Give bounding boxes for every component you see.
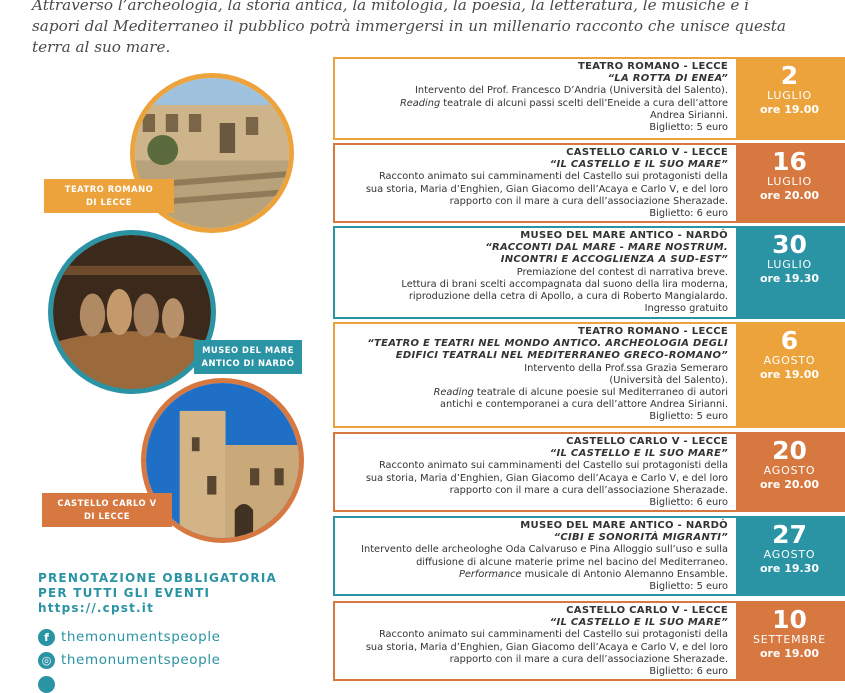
event-price: Biglietto: 6 euro bbox=[649, 666, 728, 678]
event-time: ore 19.00 bbox=[759, 103, 820, 116]
event-desc-line: rapporto con il mare a cura dell’associazione Sherazade. bbox=[449, 653, 728, 665]
event-date bbox=[736, 145, 843, 221]
event-date bbox=[736, 228, 843, 317]
event-desc-line: riproduzione della cetra di Apollo, a cura di Roberto Mangialardo. bbox=[408, 291, 728, 303]
event-date bbox=[736, 518, 843, 594]
instagram-handle: themonumentspeople bbox=[61, 652, 221, 668]
event-date bbox=[736, 603, 843, 679]
place-tag bbox=[44, 179, 174, 213]
event-venue: CASTELLO CARLO V - LECCE bbox=[566, 605, 728, 616]
intro-paragraph bbox=[32, 0, 812, 58]
event-day: 27 bbox=[772, 520, 807, 549]
event-desc-line: Intervento delle archeologhe Oda Calvaruso e Pina Alloggio sull’uso e sulla bbox=[361, 544, 728, 556]
event-day: 2 bbox=[780, 61, 799, 90]
event-day: 10 bbox=[772, 605, 807, 634]
event-venue: CASTELLO CARLO V - LECCE bbox=[566, 147, 728, 158]
event-card bbox=[333, 601, 845, 681]
event-price: Biglietto: 6 euro bbox=[649, 208, 728, 220]
event-day: 6 bbox=[780, 326, 799, 355]
event-desc-line: sua storia, Maria d’Enghien, Gian Giacomo dell’Acaya e Carlo V, e del loro bbox=[365, 641, 728, 653]
event-desc-line: sua storia, Maria d’Enghien, Gian Giacomo dell’Acaya e Carlo V, e del loro bbox=[365, 472, 728, 484]
event-title: INCONTRI E ACCOGLIENZA A SUD-EST” bbox=[500, 254, 728, 266]
event-desc-line: Reading teatrale di alcuni passi scelti dell’Eneide a cura dell’attore bbox=[399, 97, 728, 109]
event-text bbox=[335, 518, 734, 593]
event-venue: MUSEO DEL MARE ANTICO - NARDÒ bbox=[520, 230, 728, 241]
event-card bbox=[333, 143, 845, 223]
place-tag bbox=[42, 493, 172, 527]
event-desc-line: Premiazione del contest di narrativa breve. bbox=[516, 266, 728, 278]
event-time: ore 19.30 bbox=[759, 272, 820, 285]
event-month: AGOSTO bbox=[763, 464, 816, 477]
event-price: Ingresso gratuito bbox=[644, 303, 728, 315]
event-text bbox=[335, 59, 734, 134]
event-time: ore 19.30 bbox=[759, 562, 820, 575]
event-title: “TEATRO E TEATRI NEL MONDO ANTICO. ARCHEOLOGIA DEGLI bbox=[367, 338, 728, 350]
event-date bbox=[736, 434, 843, 510]
event-time: ore 19.00 bbox=[759, 647, 820, 660]
event-month: AGOSTO bbox=[763, 548, 816, 561]
event-desc-line: Racconto animato sui camminamenti del Castello sui protagonisti della bbox=[378, 629, 728, 641]
event-date bbox=[736, 59, 843, 138]
event-month: LUGLIO bbox=[767, 175, 812, 188]
event-month: LUGLIO bbox=[767, 89, 812, 102]
event-card bbox=[333, 516, 845, 596]
event-desc-line: rapporto con il mare a cura dell’associazione Sherazade. bbox=[449, 484, 728, 496]
place-tag-line: DI LECCE bbox=[83, 511, 131, 521]
event-price: Biglietto: 5 euro bbox=[649, 411, 728, 423]
event-text bbox=[335, 324, 734, 424]
museo-mare-photo bbox=[48, 230, 216, 394]
facebook-handle: themonumentspeople bbox=[61, 629, 221, 645]
place-tag-line: MUSEO DEL MARE bbox=[202, 345, 294, 355]
event-desc-line: Reading teatrale di alcune poesie sul Mediterraneo di autori bbox=[433, 387, 728, 399]
event-desc-line: Intervento della Prof.ssa Grazia Semeraro bbox=[524, 362, 728, 374]
event-day: 30 bbox=[772, 230, 807, 259]
intro-line: sapori dal Mediterraneo il pubblico potrà immergersi in un millenario racconto che unisce questa bbox=[32, 17, 786, 35]
event-date bbox=[736, 324, 843, 426]
place-tag-line: CASTELLO CARLO V bbox=[57, 498, 157, 508]
place-tag-line: DI LECCE bbox=[85, 197, 133, 207]
instagram-link[interactable] bbox=[38, 650, 221, 670]
intro-line: Attraverso l’archeologia, la storia antica, la mitologia, la poesia, la letteratura, le musiche e i bbox=[32, 0, 750, 14]
event-title: “IL CASTELLO E IL SUO MARE” bbox=[549, 617, 728, 629]
event-price: Biglietto: 5 euro bbox=[649, 122, 728, 134]
event-desc-line: Andrea Sirianni. bbox=[649, 109, 728, 121]
event-day: 20 bbox=[772, 436, 807, 465]
event-desc-line: Racconto animato sui camminamenti del Castello sui protagonisti della bbox=[378, 460, 728, 472]
event-text bbox=[335, 145, 734, 220]
event-venue: TEATRO ROMANO - LECCE bbox=[577, 326, 728, 337]
event-desc-line: diffusione di alcune materie prime nel bacino del Mediterraneo. bbox=[416, 556, 728, 568]
event-title: “IL CASTELLO E IL SUO MARE” bbox=[549, 159, 728, 171]
event-desc-line: rapporto con il mare a cura dell’associazione Sherazade. bbox=[449, 195, 728, 207]
event-title: “IL CASTELLO E IL SUO MARE” bbox=[549, 448, 728, 460]
booking-line: PRENOTAZIONE OBBLIGATORIA bbox=[38, 571, 277, 585]
event-desc-line: Lettura di brani scelti accompagnata dal suono della lira moderna, bbox=[401, 278, 728, 290]
event-month: LUGLIO bbox=[767, 258, 812, 271]
booking-info bbox=[38, 571, 277, 616]
event-card bbox=[333, 432, 845, 512]
event-venue: MUSEO DEL MARE ANTICO - NARDÒ bbox=[520, 520, 728, 531]
booking-line: PER TUTTI GLI EVENTI bbox=[38, 586, 211, 600]
partial-social-row bbox=[38, 676, 55, 693]
place-tag-line: ANTICO DI NARDÓ bbox=[201, 358, 295, 368]
event-title: EDIFICI TEATRALI NEL MEDITERRANEO GRECO-ROMANO” bbox=[395, 350, 728, 362]
event-month: SETTEMBRE bbox=[753, 633, 826, 646]
event-time: ore 20.00 bbox=[759, 478, 820, 491]
event-text bbox=[335, 603, 734, 678]
event-title: “RACCONTI DAL MARE - MARE NOSTRUM. bbox=[485, 242, 728, 254]
event-card bbox=[333, 226, 845, 319]
event-desc-line: antichi e contemporanei a cura dell’attore Andrea Sirianni. bbox=[440, 399, 728, 411]
event-desc-line: Intervento del Prof. Francesco D’Andria (Università del Salento). bbox=[415, 85, 728, 97]
instagram-icon: ◎ bbox=[38, 652, 55, 669]
event-time: ore 19.00 bbox=[759, 368, 820, 381]
event-venue: CASTELLO CARLO V - LECCE bbox=[566, 436, 728, 447]
event-month: AGOSTO bbox=[763, 354, 816, 367]
event-desc-line: Performance musicale di Antonio Alemanno Ensamble. bbox=[458, 568, 728, 580]
facebook-link[interactable] bbox=[38, 627, 221, 647]
booking-url-link[interactable]: https://.cpst.it bbox=[38, 601, 155, 615]
facebook-icon: f bbox=[38, 629, 55, 646]
place-tag bbox=[194, 340, 302, 374]
event-day: 16 bbox=[772, 147, 807, 176]
place-tag-line: TEATRO ROMANO bbox=[64, 184, 154, 194]
event-price: Biglietto: 5 euro bbox=[649, 581, 728, 593]
intro-line: terra al suo mare. bbox=[32, 38, 171, 56]
event-venue: TEATRO ROMANO - LECCE bbox=[577, 61, 728, 72]
event-title: “LA ROTTA DI ENEA” bbox=[607, 73, 728, 85]
event-text bbox=[335, 434, 734, 509]
event-desc-line: sua storia, Maria d’Enghien, Gian Giacomo dell’Acaya e Carlo V, e del loro bbox=[365, 183, 728, 195]
event-text bbox=[335, 228, 734, 315]
event-desc-line: Racconto animato sui camminamenti del Castello sui protagonisti della bbox=[378, 171, 728, 183]
event-desc-line: (Università del Salento). bbox=[609, 374, 728, 386]
event-price: Biglietto: 6 euro bbox=[649, 497, 728, 509]
event-time: ore 20.00 bbox=[759, 189, 820, 202]
event-card bbox=[333, 322, 845, 428]
event-card bbox=[333, 57, 845, 140]
event-title: “CIBI E SONORITÀ MIGRANTI” bbox=[553, 532, 728, 544]
